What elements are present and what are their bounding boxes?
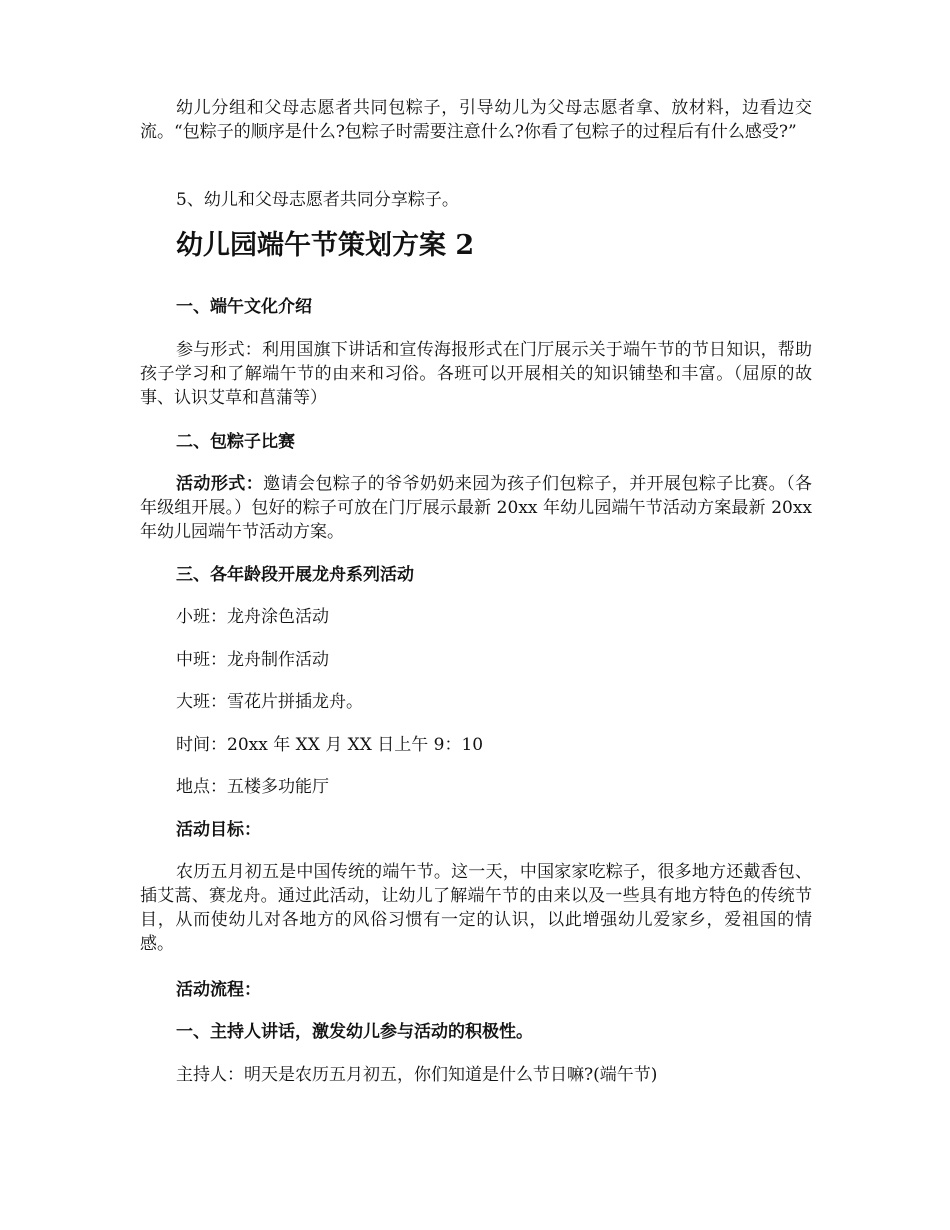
paragraph-goals: 农历五月初五是中国传统的端午节。这一天，中国家家吃粽子，很多地方还戴香包、插艾蒿、赛龙舟。通过此活动，让幼儿了解端午节的由来以及一些具有地方特色的传统节目，从而使幼儿对各地方的风俗习惯有一定的认识，以此增强幼儿爱家乡，爱祖国的情感。 (140, 862, 812, 954)
paragraph-participation-form: 参与形式：利用国旗下讲话和宣传海报形式在门厅展示关于端午节的节日知识，帮助孩子学习和了解端午节的由来和习俗。各班可以开展相关的知识铺垫和丰富。（屈原的故事、认识艾草和菖蒲等） (140, 340, 812, 408)
paragraph-share-zongzi: 5、幼儿和父母志愿者共同分享粽子。 (176, 190, 459, 210)
item-time: 时间：20xx 年 XX 月 XX 日上午 9：10 (176, 735, 484, 755)
heading-host-speech: 一、主持人讲话，激发幼儿参与活动的积极性。 (176, 1022, 533, 1042)
activity-form-label: 活动形式： (176, 474, 264, 494)
heading-activity-goals: 活动目标： (176, 820, 261, 840)
heading-activity-process: 活动流程： (176, 980, 261, 1000)
item-large-class: 大班：雪花片拼插龙舟。 (176, 692, 363, 712)
paragraph-volunteers-wrapping: 幼儿分组和父母志愿者共同包粽子，引导幼儿为父母志愿者拿、放材料，边看边交流。“包粽子的顺序是什么?包粽子时需要注意什么?你看了包粽子的过程后有什么感受?” (140, 98, 812, 142)
heading-dragon-boat-activities: 三、各年龄段开展龙舟系列活动 (176, 565, 414, 585)
item-small-class: 小班：龙舟涂色活动 (176, 607, 329, 627)
paragraph-activity-form (140, 472, 812, 544)
document-title: 幼儿园端午节策划方案 2 (176, 230, 475, 261)
item-location: 地点：五楼多功能厅 (176, 777, 329, 797)
heading-zongzi-contest: 二、包粽子比赛 (176, 432, 295, 452)
paragraph-host-line: 主持人：明天是农历五月初五，你们知道是什么节日嘛?(端午节) (176, 1065, 658, 1085)
item-middle-class: 中班：龙舟制作活动 (176, 650, 329, 670)
heading-culture-intro: 一、端午文化介绍 (176, 297, 312, 317)
activity-form-text: 邀请会包粽子的爷爷奶奶来园为孩子们包粽子，并开展包粽子比赛。（各年级组开展。）包好的粽子可放在门厅展示最新 20xx 年幼儿园端午节活动方案最新 20xx 年幼儿园端午节活动方案。 (140, 474, 813, 542)
